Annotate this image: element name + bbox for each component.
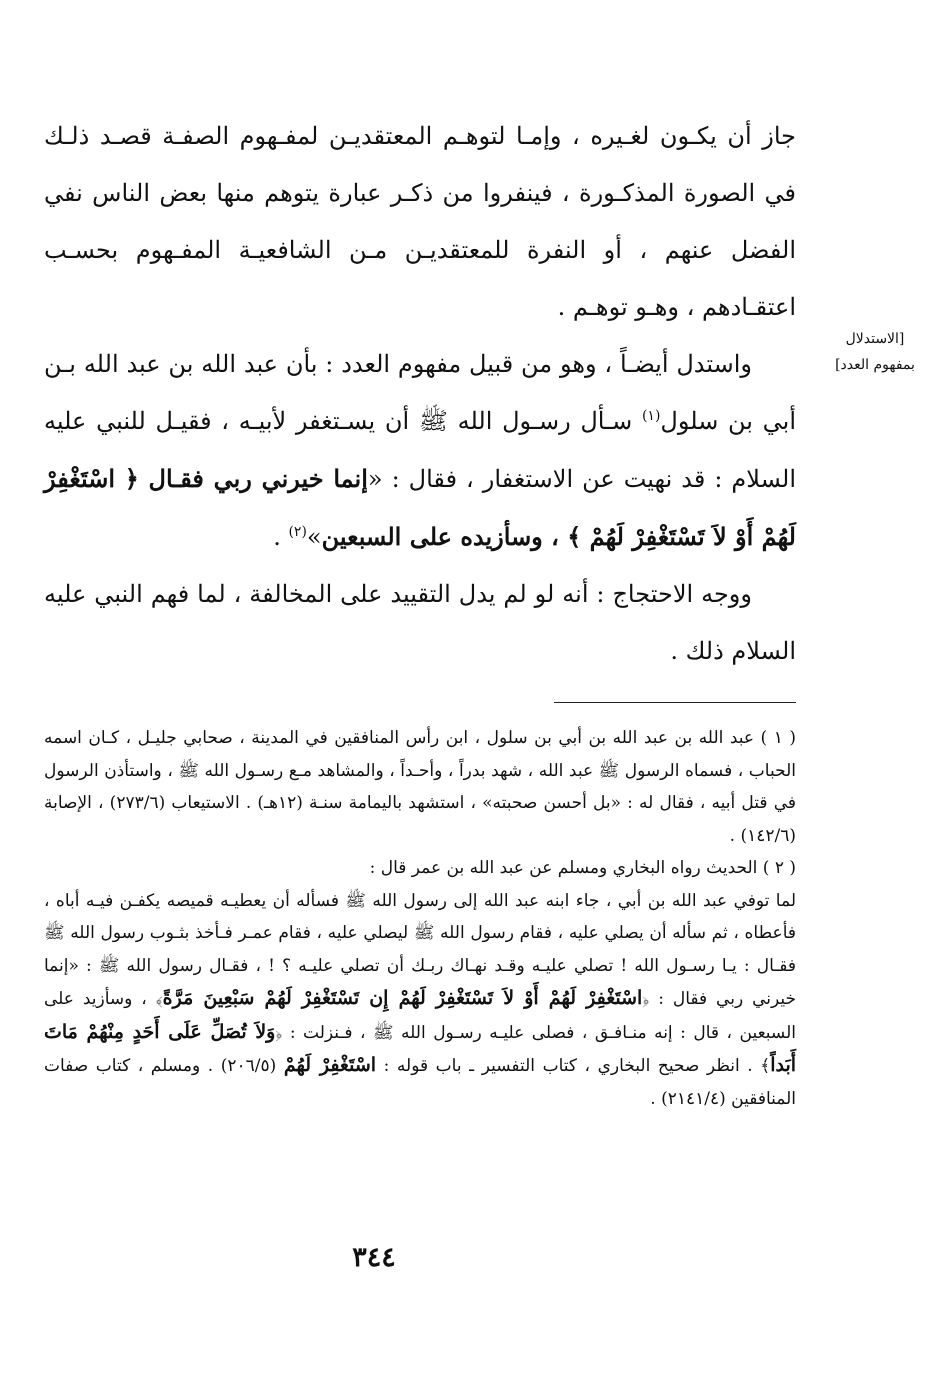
hadith-quote: إنما خيرني ربي فقـال ﴿ اسْتَغْفِرْ لَهُمْ أَوْ لاَ تَسْتَغْفِرْ لَهُمْ ﴾ ، وسأزيده على السبعين [44, 464, 796, 551]
paragraph-2-text-1: واستدل أيضـاً ، وهو من قبيل مفهوم العدد : بأن عبد الله بن عبد الله بـن أبي بن سلول [44, 350, 797, 435]
footnote-2-text-1: لما توفي عبد الله بن أبي ، جاء ابنه عبد الله إلى رسول الله ﷺ فسأله أن يعطيـه قميصه يكفـن فيـه أباه ، فأعطاه ، ثم سأله أن يصلي عليه ، فقام رسول الله ﷺ ليصلي عليه ، فقام عمـر فـأخذ بثـوب رسول الله ﷺ فقـال : يـا رسـول الله ! تصلي عليـه وقـد نهـاك ربـك أن تصلي عليـه ؟ ! ، فقـال رسول الله ﷺ : «إنما خيرني ربي فقال : ﴿ [44, 890, 796, 1009]
paragraph-2-text-3: » [306, 523, 322, 551]
footnote-ref-1: (١) [641, 408, 661, 424]
footnote-2-verse-3: اسْتَغْفِرْ لَهُمْ [283, 1054, 377, 1076]
paragraph-1: جاز أن يكـون لغـيره ، وإمـا لتوهـم المعتقديـن لمفـهوم الصفـة قصـد ذلـك في الصورة المذكـورة ، فينفروا من ذكـر عبارة يتوهم منها بعض الناس نفي الفضل عنهم ، أو النفرة للمعتقديـن مـن الشافعيـة المفـهوم بحسـب اعتقـادهم ، وهـو توهـم . [44, 122, 797, 321]
page-number: ٣٤٤ [352, 1242, 396, 1273]
margin-heading-line2: بمفهوم العدد] [835, 357, 915, 373]
footnote-separator [554, 702, 796, 703]
footnote-2-text-3: ﴾ . انظر صحيح البخاري ، كتاب التفسير ـ باب قوله : [383, 1056, 771, 1076]
paragraph-2-text-4: . [273, 523, 289, 551]
footnotes [44, 722, 796, 1115]
margin-heading-line1: [الاستدلال [845, 331, 905, 347]
footnote-2-text-2: ﴾ ، وسأزيد على السبعين ، قال : إنه منـافـق ، فصلى عليـه رسـول الله ﷺ ، فـنزلت : ﴿ [44, 989, 796, 1043]
paragraph-2 [44, 336, 796, 566]
footnote-2-verse-2: وَلاَ تُصَلِّ عَلَى أَحَدٍ مِنْهُمْ مَاتَ أَبَداً [44, 1020, 797, 1076]
footnote-2-intro: ( ٢ ) الحديث رواه البخاري ومسلم عن عبد الله بن عمر قال : [369, 858, 796, 878]
paragraph-2-text-2: سـأل رسـول الله ﷺ أن يسـتغفر لأبيـه ، فقيـل للنبي عليه السلام : قد نهيت عن الاستغفار ، فقال : « [44, 407, 797, 493]
footnote-ref-2: (٢) [288, 524, 307, 540]
footnote-1: ( ١ ) عبد الله بن عبد الله بن أبي بن سلول ، ابن رأس المنافقين في المدينة ، صحابي جليـل ، كـان اسمه الحباب ، فسماه الرسول ﷺ عبد الله ، شهد بدراً ، وأحـداً ، والمشاهد مـع رسـول الله ﷺ ، واستأذن الرسول في قتل أبيه ، فقال له : «بل أحسن صحبته» ، استشهد باليمامة سنـة (١٢هـ) . الاستيعاب (٢٧٣/٦) ، الإصابة (١٤٢/٦) . [44, 728, 796, 846]
paragraph-3: ووجه الاحتجاج : أنه لو لم يدل التقييد على المخالفة ، لما فهم النبي عليه السلام ذلك . [44, 580, 796, 665]
footnote-2-text-4: (٢٠٦/٥) . ومسلم ، كتاب صفات المنافقين (٢١٤١/٤) . [44, 1056, 796, 1109]
footnote-2-body [44, 885, 796, 1116]
footnote-2-verse-1: اسْتَغْفِرْ لَهُمْ أَوْ لاَ تَسْتَغْفِرْ لَهُمْ إِن تَسْتَغْفِرْ لَهُمْ سَبْعِينَ مَرَّةً [162, 987, 643, 1009]
margin-heading [806, 326, 944, 378]
main-text [44, 108, 796, 680]
